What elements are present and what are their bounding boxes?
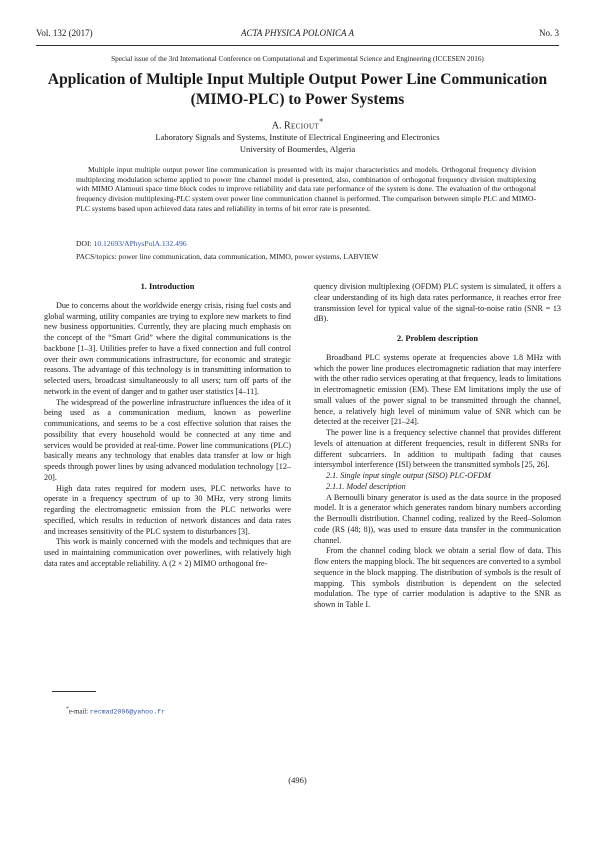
- pacs-line: [76, 252, 536, 261]
- section-heading-introduction: 1. Introduction: [140, 282, 195, 291]
- footnote-label: e-mail:: [68, 708, 89, 716]
- volume-label: Vol. 132 (2017): [36, 28, 93, 38]
- paragraph: From the channel coding block we obtain a serial flow of data. This flow enters the mapping block. The bit sequences are converted to a symbol sequence in the block mapping. The distribution of symbols is the result of mapping. This symbols distribution is dependent on the selected modulation. The type of carrier modulation is adaptive to the SNR as shown in Table I.: [314, 546, 561, 609]
- footnote: [66, 706, 165, 715]
- paragraph: The power line is a frequency selective channel that provides different levels of attenuation at different frequencies, result in different SNRs for different subcarriers. In addition to multipath fading that causes intersymbol interference (ISI) between the transmitted symbols [25, 26].: [314, 428, 561, 470]
- pacs-value: power line communication, data communication, MIMO, power systems, LABVIEW: [118, 252, 379, 261]
- author-footnote-mark: *: [319, 117, 324, 126]
- paper-title: Application of Multiple Input Multiple Output Power Line Communication (MIMO-PLC) to Power Systems: [47, 71, 548, 108]
- doi-line: [76, 239, 536, 248]
- footnote-rule: [52, 691, 96, 692]
- doi-label: DOI:: [76, 239, 92, 248]
- journal-name: ACTA PHYSICA POLONICA A: [241, 28, 354, 38]
- abstract-text: Multiple input multiple output power line communication is presented with its major characteristics and models. Orthogonal frequency division multiplexing modulation scheme applied to power line channel model is presented, also, combination of orthogonal frequency division multiplexing with MIMO Alamouti space time block codes to improve reliability and data rate performance of the system is done. The evaluation of the orthogonal frequency division multiplexing-PLC system over power line communication channel is performed. The comparison between simple PLC and MIMO-PLC systems based upon achieved data rates and reliability in terms of bit error rate is presented.: [76, 165, 536, 213]
- paragraph-continued: quency division multiplexing (OFDM) PLC system is simulated, it offers a clear understanding of its high data rates performance, it reaches error free transmission level for typical value of the signal-to-noise ratio (SNR = 13 dB).: [314, 282, 561, 324]
- author-line: [36, 117, 559, 131]
- subsubsection-heading: 2.1.1. Model description: [326, 481, 406, 491]
- right-column: [314, 282, 561, 611]
- abstract: [76, 165, 536, 214]
- paragraph: A Bernoulli binary generator is used as the data source in the proposed model. It is a generator which generates random binary numbers according the Bernoulli distribution. Channel coding, realized by the Reed–Solomon code (RS (48; 8)), was used to ensure data transfer in the communication channel.: [314, 492, 561, 545]
- header-rule: [36, 45, 559, 46]
- subsection-heading: 2.1. Single input single output (SISO) PLC-OFDM: [326, 471, 491, 480]
- paragraph: This work is mainly concerned with the models and techniques that are used in maintaining communication over powerlines, with relatively high data rates and acceptable reliability. A (2 × 2) MIMO orthogonal fre-: [44, 537, 291, 568]
- section-heading-problem: 2. Problem description: [396, 334, 479, 343]
- author-initial: A.: [271, 120, 282, 132]
- pacs-label: PACS/topics:: [76, 252, 117, 261]
- issue-label: No. 3: [539, 28, 559, 38]
- paragraph: Broadband PLC systems operate at frequencies above 1.8 MHz with which the power line produces electromagnetic radiation that may interfere with the other radio services operating at that frequency, leads to limitations in electromagnetic emission (EM). These EM limitations imply the use of small values of the power signal to be transmitted through the channel, hence, a relatively high level of minimum value of SNR which can be detected at the receiver [21–24].: [314, 352, 561, 427]
- paragraph: High data rates required for modern uses, PLC networks have to operate in a frequency spectrum of up to 30 MHz, very strong limits regarding the electromagnetic emission from the PLC networks were specified, which results in reduction of network distances and data rates and increases sensitivity of the PLC system to disturbances [3].: [44, 483, 291, 536]
- running-header: [36, 28, 559, 40]
- doi-link[interactable]: 10.12693/APhysPolA.132.496: [93, 239, 187, 248]
- affiliation: [36, 132, 559, 155]
- page-number: (496): [288, 775, 307, 785]
- special-issue-note: Special issue of the 3rd International Conference on Computational and Experimental Science and Engineering (ICCESEN 2016): [111, 55, 484, 63]
- affiliation-line-2: University of Boumerdes, Algeria: [239, 143, 356, 154]
- footnote-mark: *: [66, 706, 69, 712]
- paragraph: The widespread of the powerline infrastructure influences the idea of it being used as a communication medium, known as powerline communications, and seems to be a cost effective solution that raises the possibility that every household would be connected at any time and services would be provided at real-time. Power line communications (PLC) basically means any technology that enables data transfer at low or high speeds through power lines by using advanced modulation technology [12–20].: [44, 397, 291, 482]
- paragraph: Due to concerns about the worldwide energy crisis, rising fuel costs and global warming, utility companies are trying to explore new markets to find new business opportunities. Currently, they are placing much emphasis on the concept of the “Smart Grid” where the digital communications is the backbone [1–3]. Utilities prefer to have a fixed connection and full control over their own communications infrastructure, for economic and strategic reasons. The advantage of this technology is in transmitting information to selected users, broadcast simultaneously to all users; turn off parts of the network in the event of danger and to gather user statistics [4–11].: [44, 300, 291, 396]
- author-surname: Reciout: [283, 120, 320, 132]
- left-column: [44, 282, 291, 570]
- footnote-email: recmad2006@yahoo.fr: [89, 708, 165, 716]
- affiliation-line-1: Laboratory Signals and Systems, Institute of Electrical Engineering and Electronics: [155, 132, 440, 142]
